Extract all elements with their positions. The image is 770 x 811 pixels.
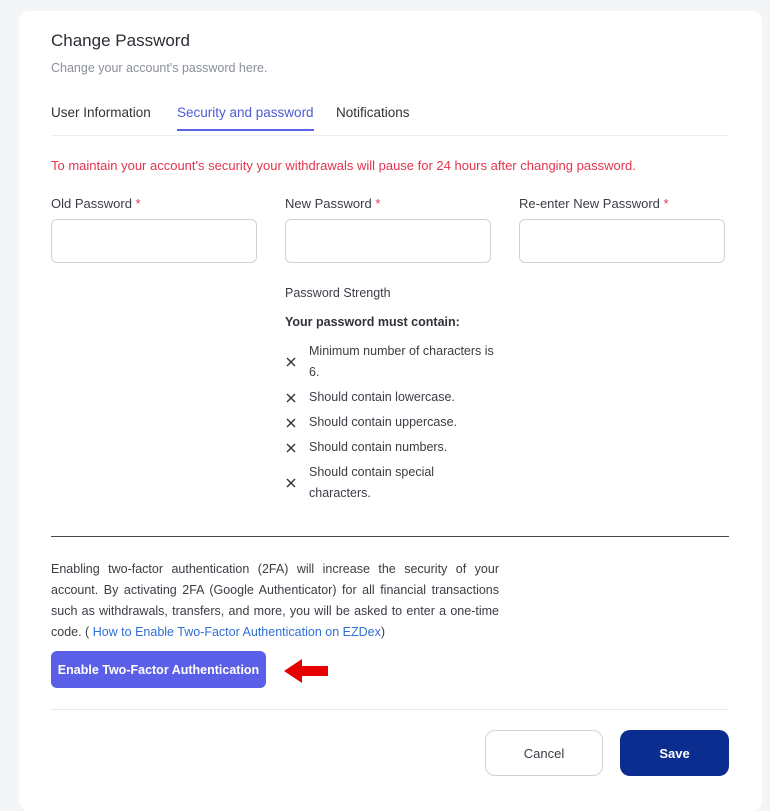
rule-text: Should contain lowercase. [309, 390, 455, 404]
required-mark: * [663, 196, 669, 211]
tab-notifications[interactable]: Notifications [336, 105, 410, 120]
tab-security-and-password[interactable]: Security and password [177, 105, 314, 131]
tab-user-information[interactable]: User Information [51, 105, 151, 120]
x-icon [285, 442, 297, 454]
change-password-card [19, 11, 762, 811]
save-button[interactable]: Save [620, 730, 729, 776]
new-password-input[interactable] [285, 219, 491, 263]
reenter-password-input[interactable] [519, 219, 725, 263]
cancel-button[interactable]: Cancel [485, 730, 603, 776]
password-strength-label: Password Strength [285, 286, 391, 300]
password-rule-min-length [285, 341, 505, 383]
new-password-label: New Password * [285, 196, 381, 211]
x-icon [285, 417, 297, 429]
required-mark: * [135, 196, 141, 211]
password-rule-uppercase [285, 412, 505, 433]
page-subtitle: Change your account's password here. [51, 61, 268, 75]
password-rule-lowercase [285, 387, 505, 408]
reenter-password-label: Re-enter New Password * [519, 196, 669, 211]
old-password-label: Old Password * [51, 196, 141, 211]
x-icon [285, 356, 297, 368]
old-password-input[interactable] [51, 219, 257, 263]
x-icon [285, 392, 297, 404]
required-mark: * [375, 196, 381, 211]
rule-text: Should contain numbers. [309, 440, 448, 454]
section-divider [51, 536, 729, 537]
tab-bar [51, 99, 729, 136]
twofa-help-link[interactable]: How to Enable Two-Factor Authentication on EZDex [92, 625, 381, 639]
password-requirements-heading: Your password must contain: [285, 315, 460, 329]
red-arrow-annotation-icon [282, 658, 330, 684]
rule-text: Should contain special characters. [309, 465, 435, 500]
enable-2fa-button[interactable]: Enable Two-Factor Authentication [51, 651, 266, 688]
password-rule-special [285, 462, 505, 504]
withdrawal-warning: To maintain your account's security your withdrawals will pause for 24 hours after changing password. [51, 158, 636, 173]
twofa-description: Enabling two-factor authentication (2FA) will increase the security of your account. By activating 2FA (Google Authenticator) for all financial transactions such as withdrawals, transfers, and more, you will be asked to enter a one-time code. ( How to Enable Two-Factor Authentication on EZDex) [51, 562, 499, 639]
rule-text: Minimum number of characters is 6. [309, 344, 494, 379]
page-title: Change Password [51, 31, 190, 50]
x-icon [285, 477, 297, 489]
footer-divider [51, 709, 729, 710]
password-rule-numbers [285, 437, 505, 458]
rule-text: Should contain uppercase. [309, 415, 458, 429]
